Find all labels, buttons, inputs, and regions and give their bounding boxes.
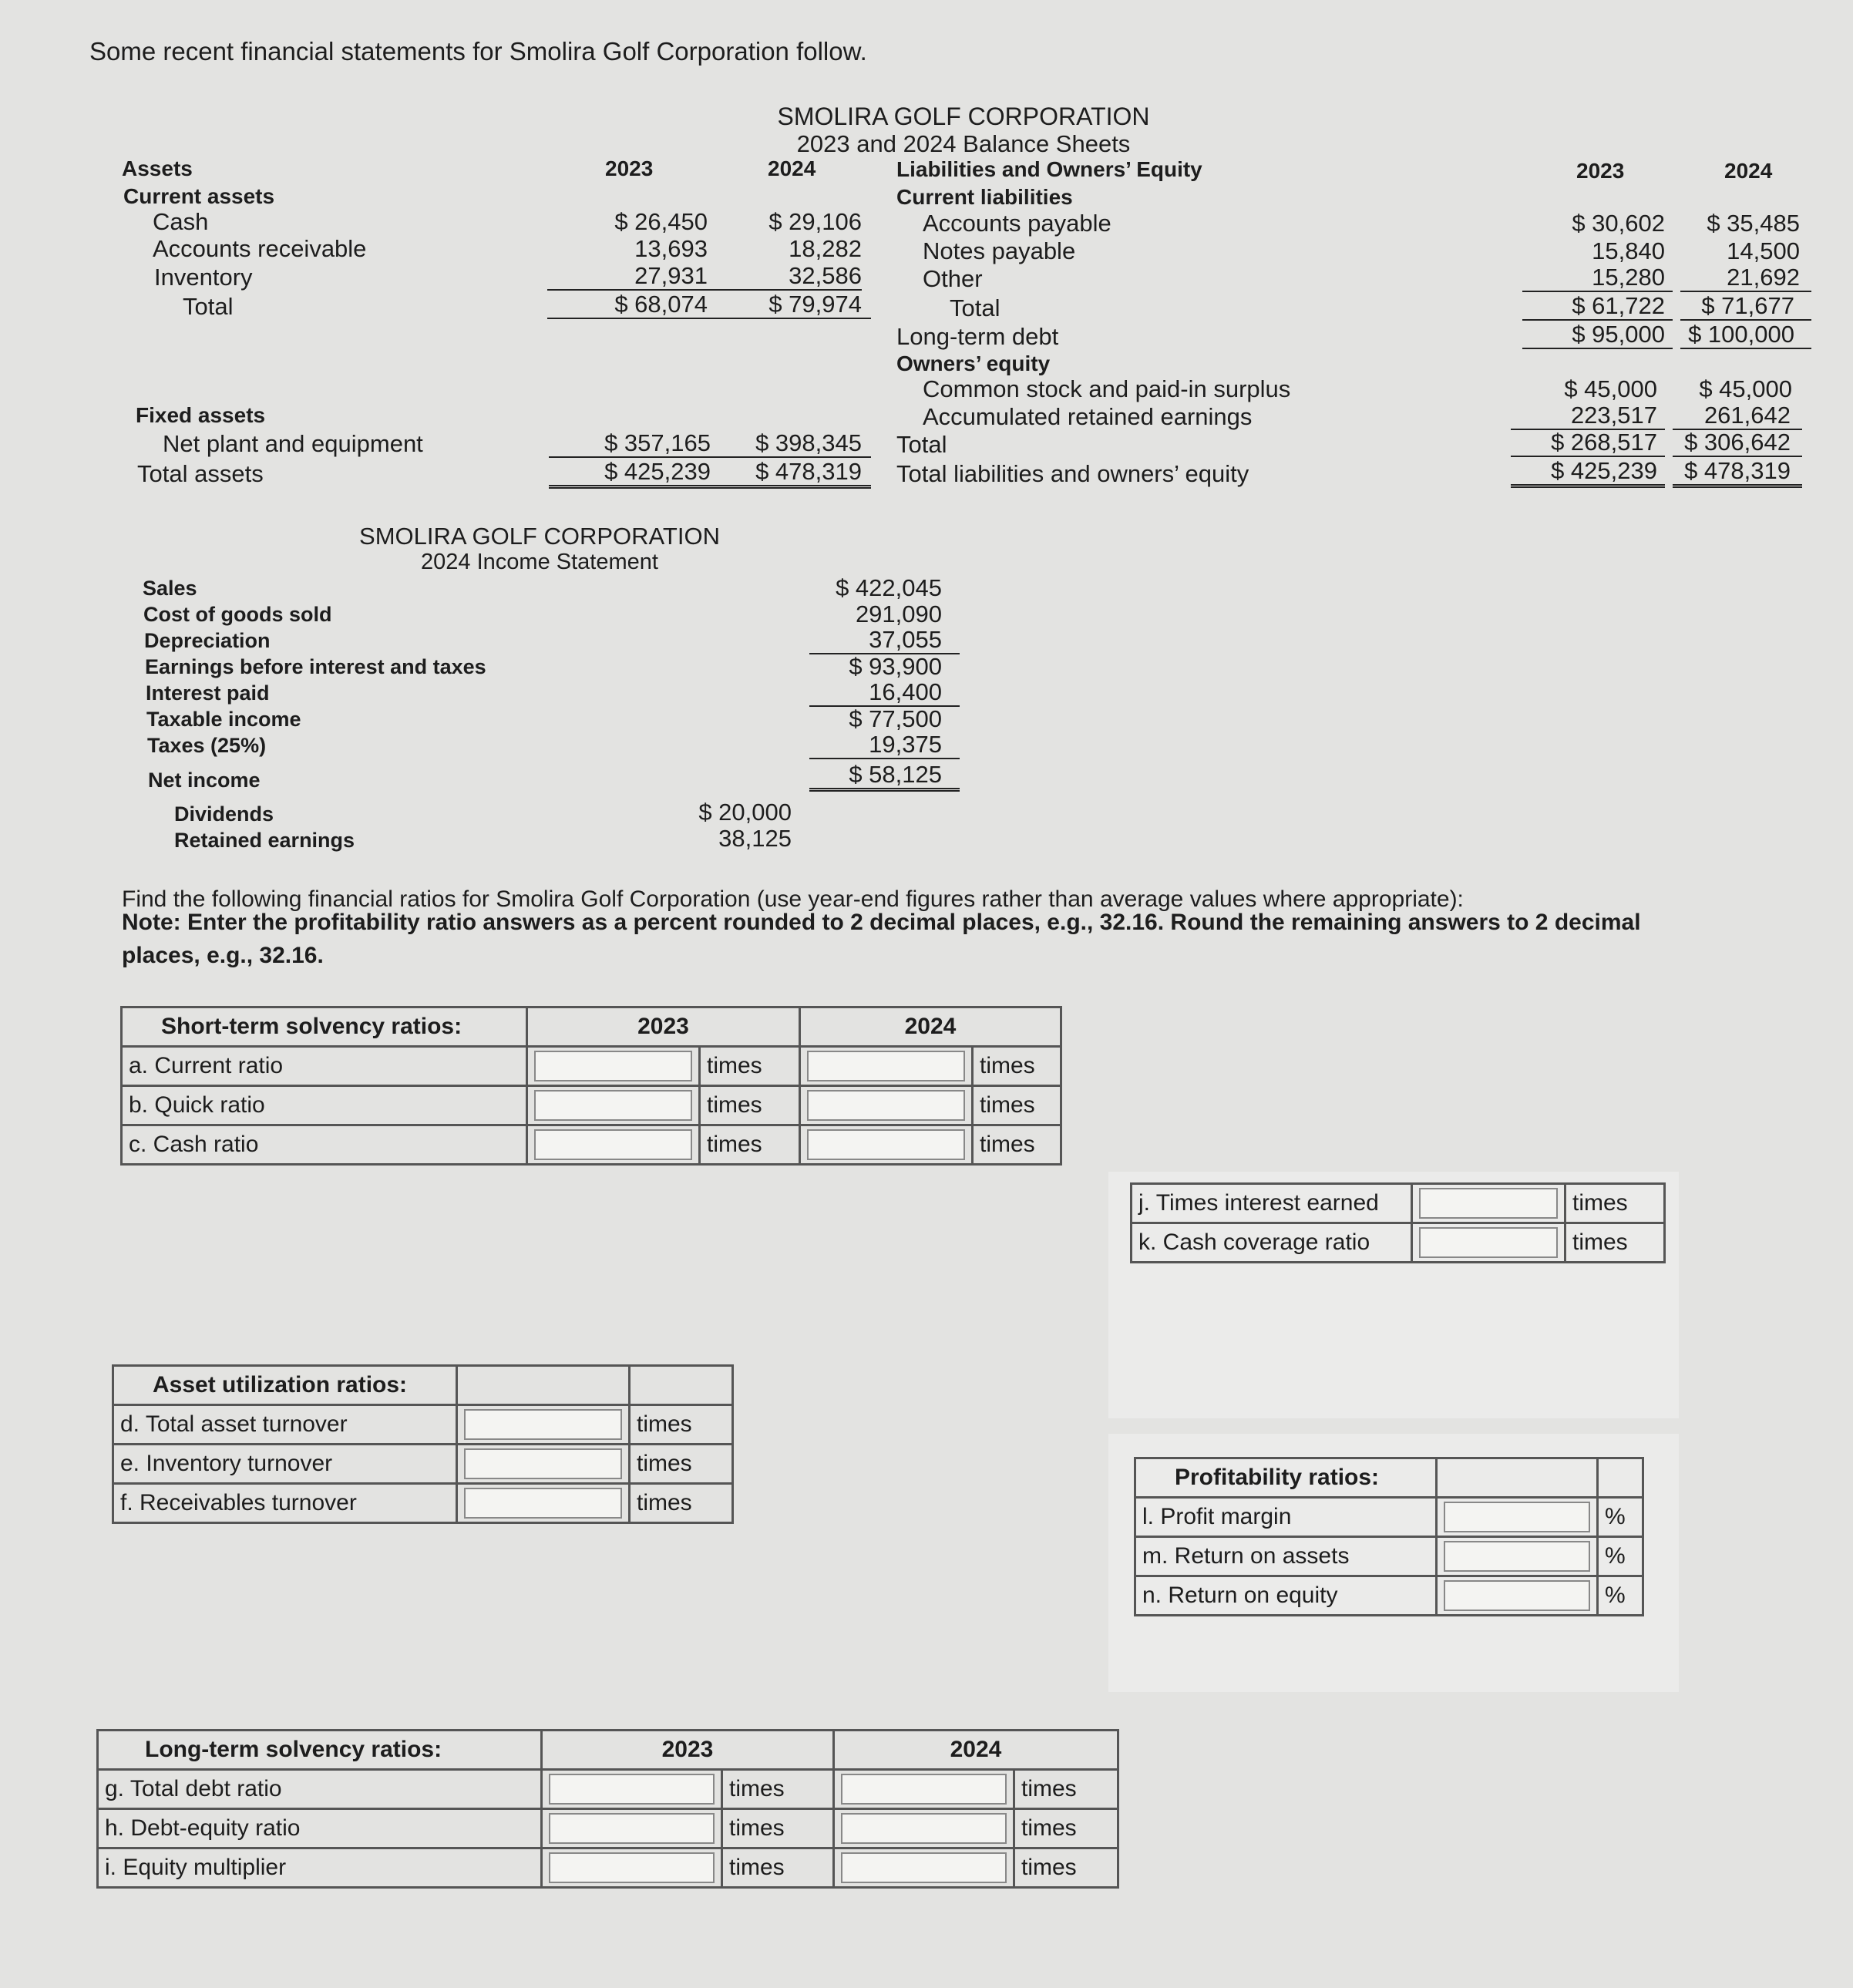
equity-multiplier-2024-unit: times: [1014, 1848, 1118, 1888]
cash-label: Cash: [153, 208, 209, 235]
other-2024: 21,692: [1680, 264, 1811, 292]
current-ratio-2024-input[interactable]: [807, 1051, 965, 1081]
fixed-assets-heading: Fixed assets: [136, 403, 266, 427]
roe-unit: %: [1598, 1576, 1643, 1616]
table-row: [113, 1405, 733, 1445]
interest-label: Interest paid: [146, 681, 270, 705]
other-2023: 15,280: [1522, 264, 1673, 292]
inventory-label: Inventory: [154, 264, 253, 291]
cash-ratio-label: c. Cash ratio: [122, 1125, 527, 1165]
short-term-year-2023: 2023: [527, 1007, 800, 1047]
debt-equity-ratio-2023-unit: times: [722, 1809, 834, 1848]
taxes-label: Taxes (25%): [147, 734, 267, 757]
oe-total-label: Total: [896, 431, 947, 458]
tle-2024: $ 478,319: [1673, 457, 1802, 488]
quick-ratio-2023-input[interactable]: [534, 1090, 692, 1121]
bs-year-2024-left: 2024: [768, 156, 816, 180]
cogs-label: Cost of goods sold: [143, 603, 332, 626]
dep-value: 37,055: [809, 626, 960, 654]
is-company: SMOLIRA GOLF CORPORATION: [359, 523, 720, 550]
table-row: [98, 1848, 1118, 1888]
table-row: [1135, 1576, 1643, 1616]
re-2024: 261,642: [1673, 402, 1802, 430]
bs-year-2023-left: 2023: [605, 156, 654, 180]
equity-multiplier-label: i. Equity multiplier: [98, 1848, 542, 1888]
long-term-year-2024: 2024: [834, 1731, 1118, 1770]
inventory-2023: 27,931: [547, 262, 708, 291]
profitability-heading: Profitability ratios:: [1135, 1458, 1437, 1498]
inventory-turnover-unit: times: [630, 1445, 733, 1484]
total-debt-ratio-label: g. Total debt ratio: [98, 1770, 542, 1809]
times-interest-earned-label: j. Times interest earned: [1132, 1184, 1412, 1223]
assets-heading: Assets: [122, 156, 193, 180]
cash-2023: $ 26,450: [614, 208, 708, 235]
cash-2024: $ 29,106: [768, 208, 862, 235]
cash-coverage-label: k. Cash coverage ratio: [1132, 1223, 1412, 1263]
total-debt-ratio-2023-input[interactable]: [549, 1774, 715, 1805]
re-label: Accumulated retained earnings: [923, 403, 1253, 430]
table-row: [113, 1484, 733, 1523]
retained-value: 38,125: [718, 825, 792, 852]
total-debt-ratio-2024-input[interactable]: [841, 1774, 1007, 1805]
cash-coverage-unit: times: [1565, 1223, 1665, 1263]
table-row: [122, 1047, 1061, 1086]
instruction-note: Note: Enter the profitability ratio answers as a percent rounded to 2 decimal places, e.g., 32.16. Round the remaining answers to 2 decimal: [122, 910, 1641, 935]
oe-total-2024: $ 306,642: [1673, 429, 1802, 457]
net-income-value: $ 58,125: [809, 761, 960, 792]
total-assets-label: Total assets: [137, 460, 264, 487]
cash-ratio-2023-input[interactable]: [534, 1129, 692, 1160]
times-interest-earned-unit: times: [1565, 1184, 1665, 1223]
tle-label: Total liabilities and owners’ equity: [896, 460, 1249, 487]
profitability-table: [1134, 1457, 1644, 1616]
total-debt-ratio-2023-unit: times: [722, 1770, 834, 1809]
dividends-value: $ 20,000: [698, 799, 792, 826]
re-2023: 223,517: [1511, 402, 1665, 430]
table-row: [122, 1125, 1061, 1165]
table-row: [1135, 1537, 1643, 1576]
instruction-line1: Find the following financial ratios for Smolira Golf Corporation (use year-end figures rather than average values where appropriate):: [122, 886, 1464, 912]
long-term-heading: Long-term solvency ratios:: [98, 1731, 542, 1770]
quick-ratio-2024-unit: times: [973, 1086, 1061, 1125]
bs-year-2023-right: 2023: [1576, 159, 1625, 183]
receivables-turnover-label: f. Receivables turnover: [113, 1484, 457, 1523]
profit-margin-label: l. Profit margin: [1135, 1498, 1437, 1537]
ebit-value: $ 93,900: [849, 653, 942, 680]
table-row: [98, 1770, 1118, 1809]
inventory-turnover-input[interactable]: [464, 1448, 622, 1479]
interest-value: 16,400: [809, 678, 960, 707]
inventory-2024: 32,586: [708, 262, 862, 291]
net-income-label: Net income: [148, 769, 261, 792]
asset-util-heading: Asset utilization ratios:: [113, 1366, 457, 1405]
liab-heading: Liabilities and Owners’ Equity: [896, 157, 1202, 181]
ar-2024: 18,282: [789, 235, 862, 262]
ca-total-label: Total: [183, 293, 234, 320]
profit-margin-unit: %: [1598, 1498, 1643, 1537]
intro-text: Some recent financial statements for Smolira Golf Corporation follow.: [89, 37, 867, 66]
dividends-label: Dividends: [174, 802, 274, 826]
current-ratio-label: a. Current ratio: [122, 1047, 527, 1086]
cash-ratio-2024-input[interactable]: [807, 1129, 965, 1160]
cash-coverage-input[interactable]: [1419, 1227, 1558, 1258]
retained-label: Retained earnings: [174, 829, 355, 852]
cogs-value: 291,090: [855, 600, 942, 627]
ap-2023: $ 30,602: [1572, 210, 1665, 237]
roe-label: n. Return on equity: [1135, 1576, 1437, 1616]
ltd-2024: $ 100,000: [1680, 321, 1811, 349]
total-debt-ratio-2024-unit: times: [1014, 1770, 1118, 1809]
table-row: [1135, 1498, 1643, 1537]
debt-equity-ratio-2024-unit: times: [1014, 1809, 1118, 1848]
quick-ratio-2024-input[interactable]: [807, 1090, 965, 1121]
current-ratio-2023-input[interactable]: [534, 1051, 692, 1081]
ppe-2024: $ 398,345: [711, 429, 871, 458]
bs-year-2024-right: 2024: [1724, 159, 1773, 183]
oe-heading: Owners’ equity: [896, 352, 1051, 375]
total-asset-turnover-label: d. Total asset turnover: [113, 1405, 457, 1445]
np-2024: 14,500: [1727, 237, 1800, 264]
sales-label: Sales: [143, 577, 197, 600]
taxable-value: $ 77,500: [849, 705, 942, 732]
inventory-turnover-label: e. Inventory turnover: [113, 1445, 457, 1484]
short-term-table: [120, 1006, 1062, 1166]
table-row: [113, 1445, 733, 1484]
common-2024: $ 45,000: [1699, 375, 1792, 402]
cash-ratio-2024-unit: times: [973, 1125, 1061, 1165]
total-assets-2024: $ 478,319: [711, 458, 871, 489]
table-row: [1132, 1223, 1665, 1263]
debt-equity-ratio-2024-input[interactable]: [841, 1813, 1007, 1844]
instruction-note-cont: places, e.g., 32.16.: [122, 943, 324, 968]
equity-multiplier-2023-unit: times: [722, 1848, 834, 1888]
sales-value: $ 422,045: [836, 574, 942, 601]
table-row: [1132, 1184, 1665, 1223]
current-ratio-2023-unit: times: [700, 1047, 800, 1086]
ca-total-2023: $ 68,074: [547, 291, 708, 319]
np-2023: 15,840: [1592, 237, 1665, 264]
dep-label: Depreciation: [144, 629, 271, 652]
ap-2024: $ 35,485: [1707, 210, 1800, 237]
long-term-table: [96, 1729, 1119, 1889]
ar-label: Accounts receivable: [153, 235, 367, 262]
cl-total-label: Total: [950, 294, 1000, 321]
quick-ratio-2023-unit: times: [700, 1086, 800, 1125]
roa-label: m. Return on assets: [1135, 1537, 1437, 1576]
common-2023: $ 45,000: [1564, 375, 1657, 402]
current-ratio-2024-unit: times: [973, 1047, 1061, 1086]
receivables-turnover-input[interactable]: [464, 1488, 622, 1519]
taxable-label: Taxable income: [146, 708, 301, 731]
ltd-label: Long-term debt: [896, 323, 1059, 350]
ppe-label: Net plant and equipment: [163, 430, 423, 457]
ebit-label: Earnings before interest and taxes: [145, 655, 486, 678]
current-assets-heading: Current assets: [123, 184, 275, 208]
bs-company: SMOLIRA GOLF CORPORATION: [777, 103, 1150, 130]
asset-util-table: [112, 1364, 734, 1524]
bs-title: 2023 and 2024 Balance Sheets: [796, 130, 1131, 157]
times-interest-earned-input[interactable]: [1419, 1188, 1558, 1219]
cash-ratio-2023-unit: times: [700, 1125, 800, 1165]
equity-multiplier-2024-input[interactable]: [841, 1852, 1007, 1883]
debt-equity-ratio-2023-input[interactable]: [549, 1813, 715, 1844]
coverage-table: [1130, 1182, 1666, 1263]
ca-total-2024: $ 79,974: [708, 291, 871, 319]
short-term-heading: Short-term solvency ratios:: [122, 1007, 527, 1047]
ltd-2023: $ 95,000: [1522, 321, 1673, 349]
quick-ratio-label: b. Quick ratio: [122, 1086, 527, 1125]
tle-2023: $ 425,239: [1511, 457, 1665, 488]
oe-total-2023: $ 268,517: [1511, 429, 1665, 457]
profit-margin-input[interactable]: [1444, 1502, 1590, 1532]
total-asset-turnover-input[interactable]: [464, 1409, 622, 1440]
receivables-turnover-unit: times: [630, 1484, 733, 1523]
ar-2023: 13,693: [634, 235, 708, 262]
taxes-value: 19,375: [809, 731, 960, 759]
other-label: Other: [923, 265, 983, 292]
is-title: 2024 Income Statement: [421, 550, 658, 574]
table-row: [122, 1086, 1061, 1125]
equity-multiplier-2023-input[interactable]: [549, 1852, 715, 1883]
common-label: Common stock and paid-in surplus: [923, 375, 1291, 402]
table-row: [98, 1809, 1118, 1848]
total-assets-2023: $ 425,239: [549, 458, 711, 489]
ppe-2023: $ 357,165: [549, 429, 711, 458]
roe-input[interactable]: [1444, 1580, 1590, 1611]
debt-equity-ratio-label: h. Debt-equity ratio: [98, 1809, 542, 1848]
roa-input[interactable]: [1444, 1541, 1590, 1572]
np-label: Notes payable: [923, 237, 1076, 264]
ap-label: Accounts payable: [923, 210, 1111, 237]
total-asset-turnover-unit: times: [630, 1405, 733, 1445]
long-term-year-2023: 2023: [542, 1731, 834, 1770]
roa-unit: %: [1598, 1537, 1643, 1576]
cl-total-2024: $ 71,677: [1680, 292, 1811, 321]
cl-total-2023: $ 61,722: [1522, 292, 1673, 321]
current-liab-heading: Current liabilities: [896, 185, 1073, 209]
short-term-year-2024: 2024: [800, 1007, 1061, 1047]
